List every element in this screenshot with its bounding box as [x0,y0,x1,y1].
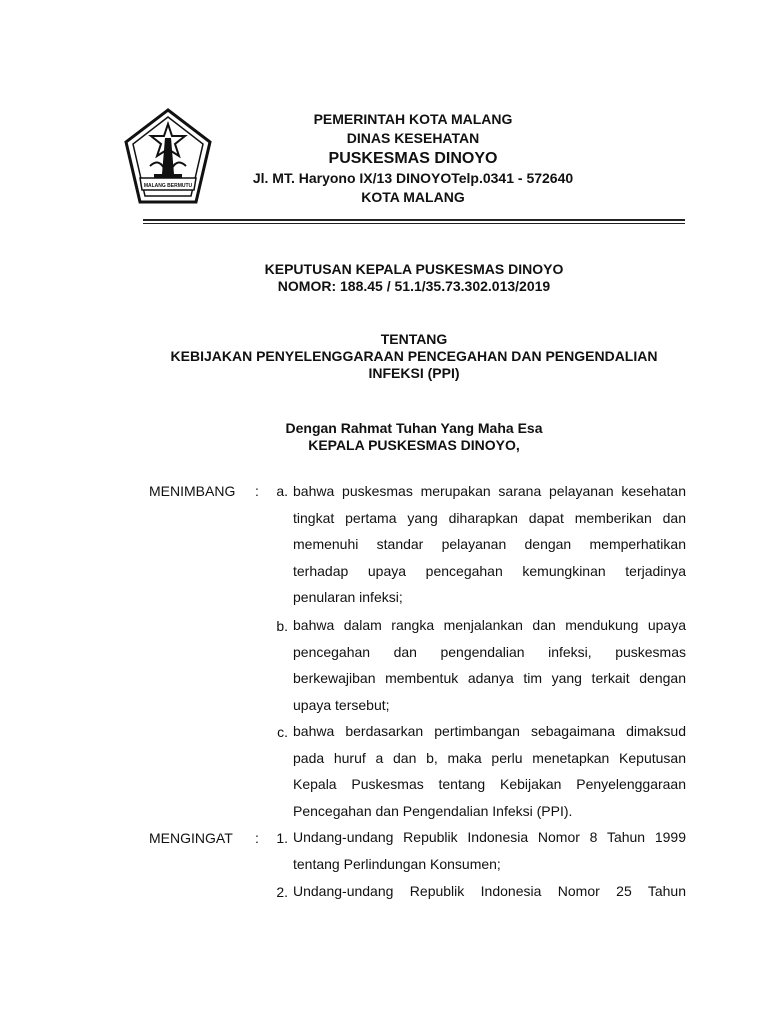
menimbang-marker-a: a. [276,483,288,499]
menimbang-item-c: bahwa berdasarkan pertimbangan sebagaimana dimaksud pada huruf a dan b, maka perlu menetapkan Keputusan Kepala Puskesmas tentang Kebijakan Penyelenggaraan Pencegahan dan Pengendalian Infeksi (PPI). [293,723,686,819]
menimbang-item-b: bahwa dalam rangka menjalankan dan mendukung upaya pencegahan dan pengendalian infeksi, puskesmas berkewajiban membentuk adanya tim yang terkait dengan upaya tersebut; [293,617,686,713]
mengingat-marker-1: 1. [276,830,288,846]
malang-city-emblem-icon [124,108,212,206]
subject-line-2: INFEKSI (PPI) [368,365,460,381]
mengingat-label: MENGINGAT [149,830,233,846]
logo-ribbon-text: MALANG BERMUTU [143,183,193,189]
opening-line-1: Dengan Rahmat Tuhan Yang Maha Esa [285,420,543,436]
subject-line-1: KEBIJAKAN PENYELENGGARAAN PENCEGAHAN DAN PENGENDALIAN [170,348,658,364]
decree-heading [140,261,688,295]
menimbang-marker-c: c. [277,724,288,740]
opening-line-2: KEPALA PUSKESMAS DINOYO, [308,437,520,453]
mengingat-item-2: Undang-undang Republik Indonesia Nomor 25 Tahun [293,883,686,899]
letterhead-city: KOTA MALANG [361,189,465,205]
mengingat-item-1: Undang-undang Republik Indonesia Nomor 8 Tahun 1999 tentang Perlindungan Konsumen; [293,829,686,872]
letterhead [228,110,598,207]
letterhead-government: PEMERINTAH KOTA MALANG [313,111,513,127]
menimbang-colon: : [255,483,259,499]
decree-number: NOMOR: 188.45 / 51.1/35.73.302.013/2019 [277,278,551,294]
letterhead-rule-thick [143,219,685,221]
mengingat-colon: : [255,830,259,846]
subject-label: TENTANG [380,331,448,347]
decree-subject [140,331,688,382]
letterhead-institution: PUSKESMAS DINOYO [328,150,498,167]
menimbang-marker-b: b. [276,618,288,634]
letterhead-department: DINAS KESEHATAN [346,130,480,146]
menimbang-item-a: bahwa puskesmas merupakan sarana pelayanan kesehatan tingkat pertama yang diharapkan dapat memberikan dan memenuhi standar pelayanan dengan memperhatikan terhadap upaya pencegahan kemungkinan terjadinya penularan infeksi; [293,483,686,605]
menimbang-label: MENIMBANG [149,483,236,499]
mengingat-marker-2: 2. [276,884,288,900]
decree-title: KEPUTUSAN KEPALA PUSKESMAS DINOYO [264,261,564,277]
opening-formula [140,420,688,454]
letterhead-address: Jl. MT. Haryono IX/13 DINOYOTelp.0341 - 572640 [252,170,574,186]
letterhead-rule-thin [143,223,685,224]
